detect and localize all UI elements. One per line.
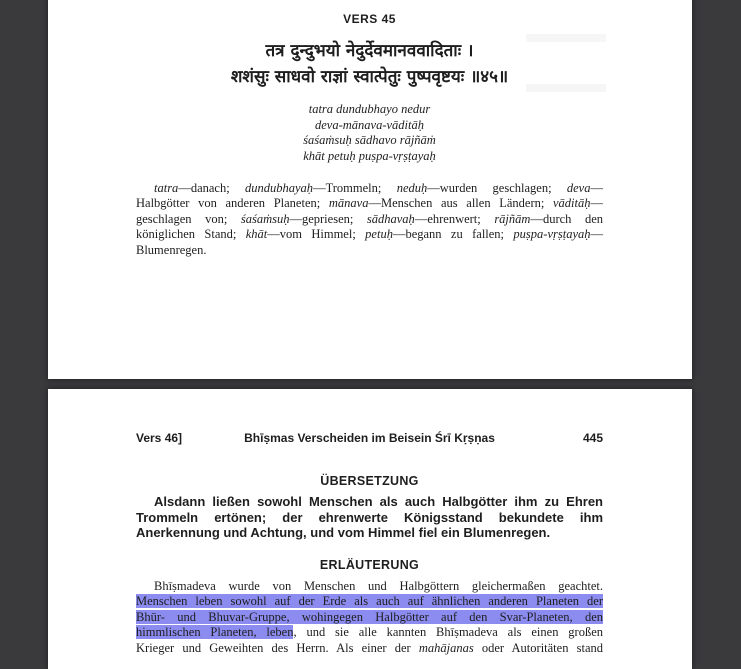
devanagari-line-1: तत्र दुन्दुभयो नेदुर्देवमानववादिताः । xyxy=(265,41,474,61)
book-page-upper xyxy=(48,0,692,379)
translation-text: Alsdann ließen sowohl Menschen als auch Halbgötter ihm zu Ehren Trommeln ertönen; der ehrenwerte Königsstand bekundete ihm Anerkennung und Achtung, und vom Himmel fiel ein Blumenregen. xyxy=(136,494,603,540)
synonym-term: dundubhayaḥ xyxy=(245,181,314,195)
purport-line xyxy=(136,594,603,609)
devanagari-line-2: शशंसुः साधवो राज्ञां स्वात्पेतुः पुष्पवृष्टयः ॥४५॥ xyxy=(230,67,509,87)
transliteration-line-4: khāt petuḥ puṣpa-vṛṣṭayaḥ xyxy=(303,148,436,163)
synonym-meaning: —wurden geschlagen; xyxy=(427,181,567,195)
synonym-meaning: —Blumenregen. xyxy=(136,227,603,257)
synonym-term: deva xyxy=(566,181,591,195)
word-for-word-synonyms xyxy=(136,181,603,258)
transliteration-line-3: śaśaṁsuḥ sādhavo rājñāṁ xyxy=(303,133,436,147)
transliteration-line-1: tatra dundubhayo nedur xyxy=(308,102,431,116)
purport-text xyxy=(136,579,603,656)
synonym-meaning: —danach; xyxy=(178,181,245,195)
purport-heading: ERLÄUTERUNG xyxy=(319,558,420,572)
verse-title: VERS 45 xyxy=(343,12,396,26)
text-selection-highlight[interactable]: Bhūr- und Bhuvar-Gruppe, wohingegen Halbgötter auf den Svar-Planeten, den xyxy=(136,609,603,624)
synonym-term: śaśaṁsuḥ xyxy=(240,211,290,226)
running-head-verse: Vers 46] xyxy=(136,431,183,445)
transliteration-line-2: deva-mānava-vāditāḥ xyxy=(315,117,424,132)
synonym-term: tatra xyxy=(154,181,179,195)
translation-heading: ÜBERSETZUNG xyxy=(320,474,419,488)
text-selection-highlight[interactable]: Menschen leben sowohl auf der Erde als auch auf ähnlichen anderen Planeten der xyxy=(136,594,603,609)
synonym-term: khāt xyxy=(245,227,268,242)
synonym-meaning: —vom Himmel; xyxy=(267,227,366,242)
synonym-meaning: —ehrenwert; xyxy=(414,211,495,226)
synonym-term: neduḥ xyxy=(396,181,428,195)
synonym-meaning: —durch den königlichen Stand; xyxy=(136,211,603,242)
synonym-term: mānava xyxy=(328,196,369,211)
book-page-lower xyxy=(48,389,692,669)
purport-line: Krieger und Geweihten des Herrn. Als einer der mahājanas oder Autoritäten stand xyxy=(136,640,603,655)
purport-line: himmlischen Planeten, leben, und sie alle kannten Bhīṣmadeva als einen großen xyxy=(136,625,603,640)
purport-line: Bhīṣmadeva wurde von Menschen und Halbgöttern gleichermaßen geachtet. xyxy=(154,579,603,593)
synonym-meaning: —geschlagen von; xyxy=(136,196,603,226)
synonym-meaning: —gepriesen; xyxy=(289,211,367,226)
synonym-meaning: —begann zu fallen; xyxy=(392,227,514,242)
synonym-meaning: —Trommeln; xyxy=(313,181,397,195)
synonym-term: sādhavaḥ xyxy=(366,211,415,226)
synonym-term: petuḥ xyxy=(365,227,393,242)
synonym-meaning: —Menschen aus allen Ländern; xyxy=(368,196,553,211)
running-head-chapter-title: Bhīṣmas Verscheiden im Beisein Śrī Kṛṣṇas xyxy=(244,431,495,445)
text-selection-highlight[interactable]: himmlischen Planeten, leben xyxy=(136,625,294,640)
purport-line xyxy=(136,610,603,625)
synonym-term: rājñām xyxy=(494,211,531,226)
synonym-term: vāditāḥ xyxy=(553,196,591,211)
page-number: 445 xyxy=(582,431,603,445)
synonym-term: puṣpa-vṛṣṭayaḥ xyxy=(513,227,591,242)
synonym-meaning: —Halbgötter von anderen Planeten; xyxy=(136,181,603,211)
